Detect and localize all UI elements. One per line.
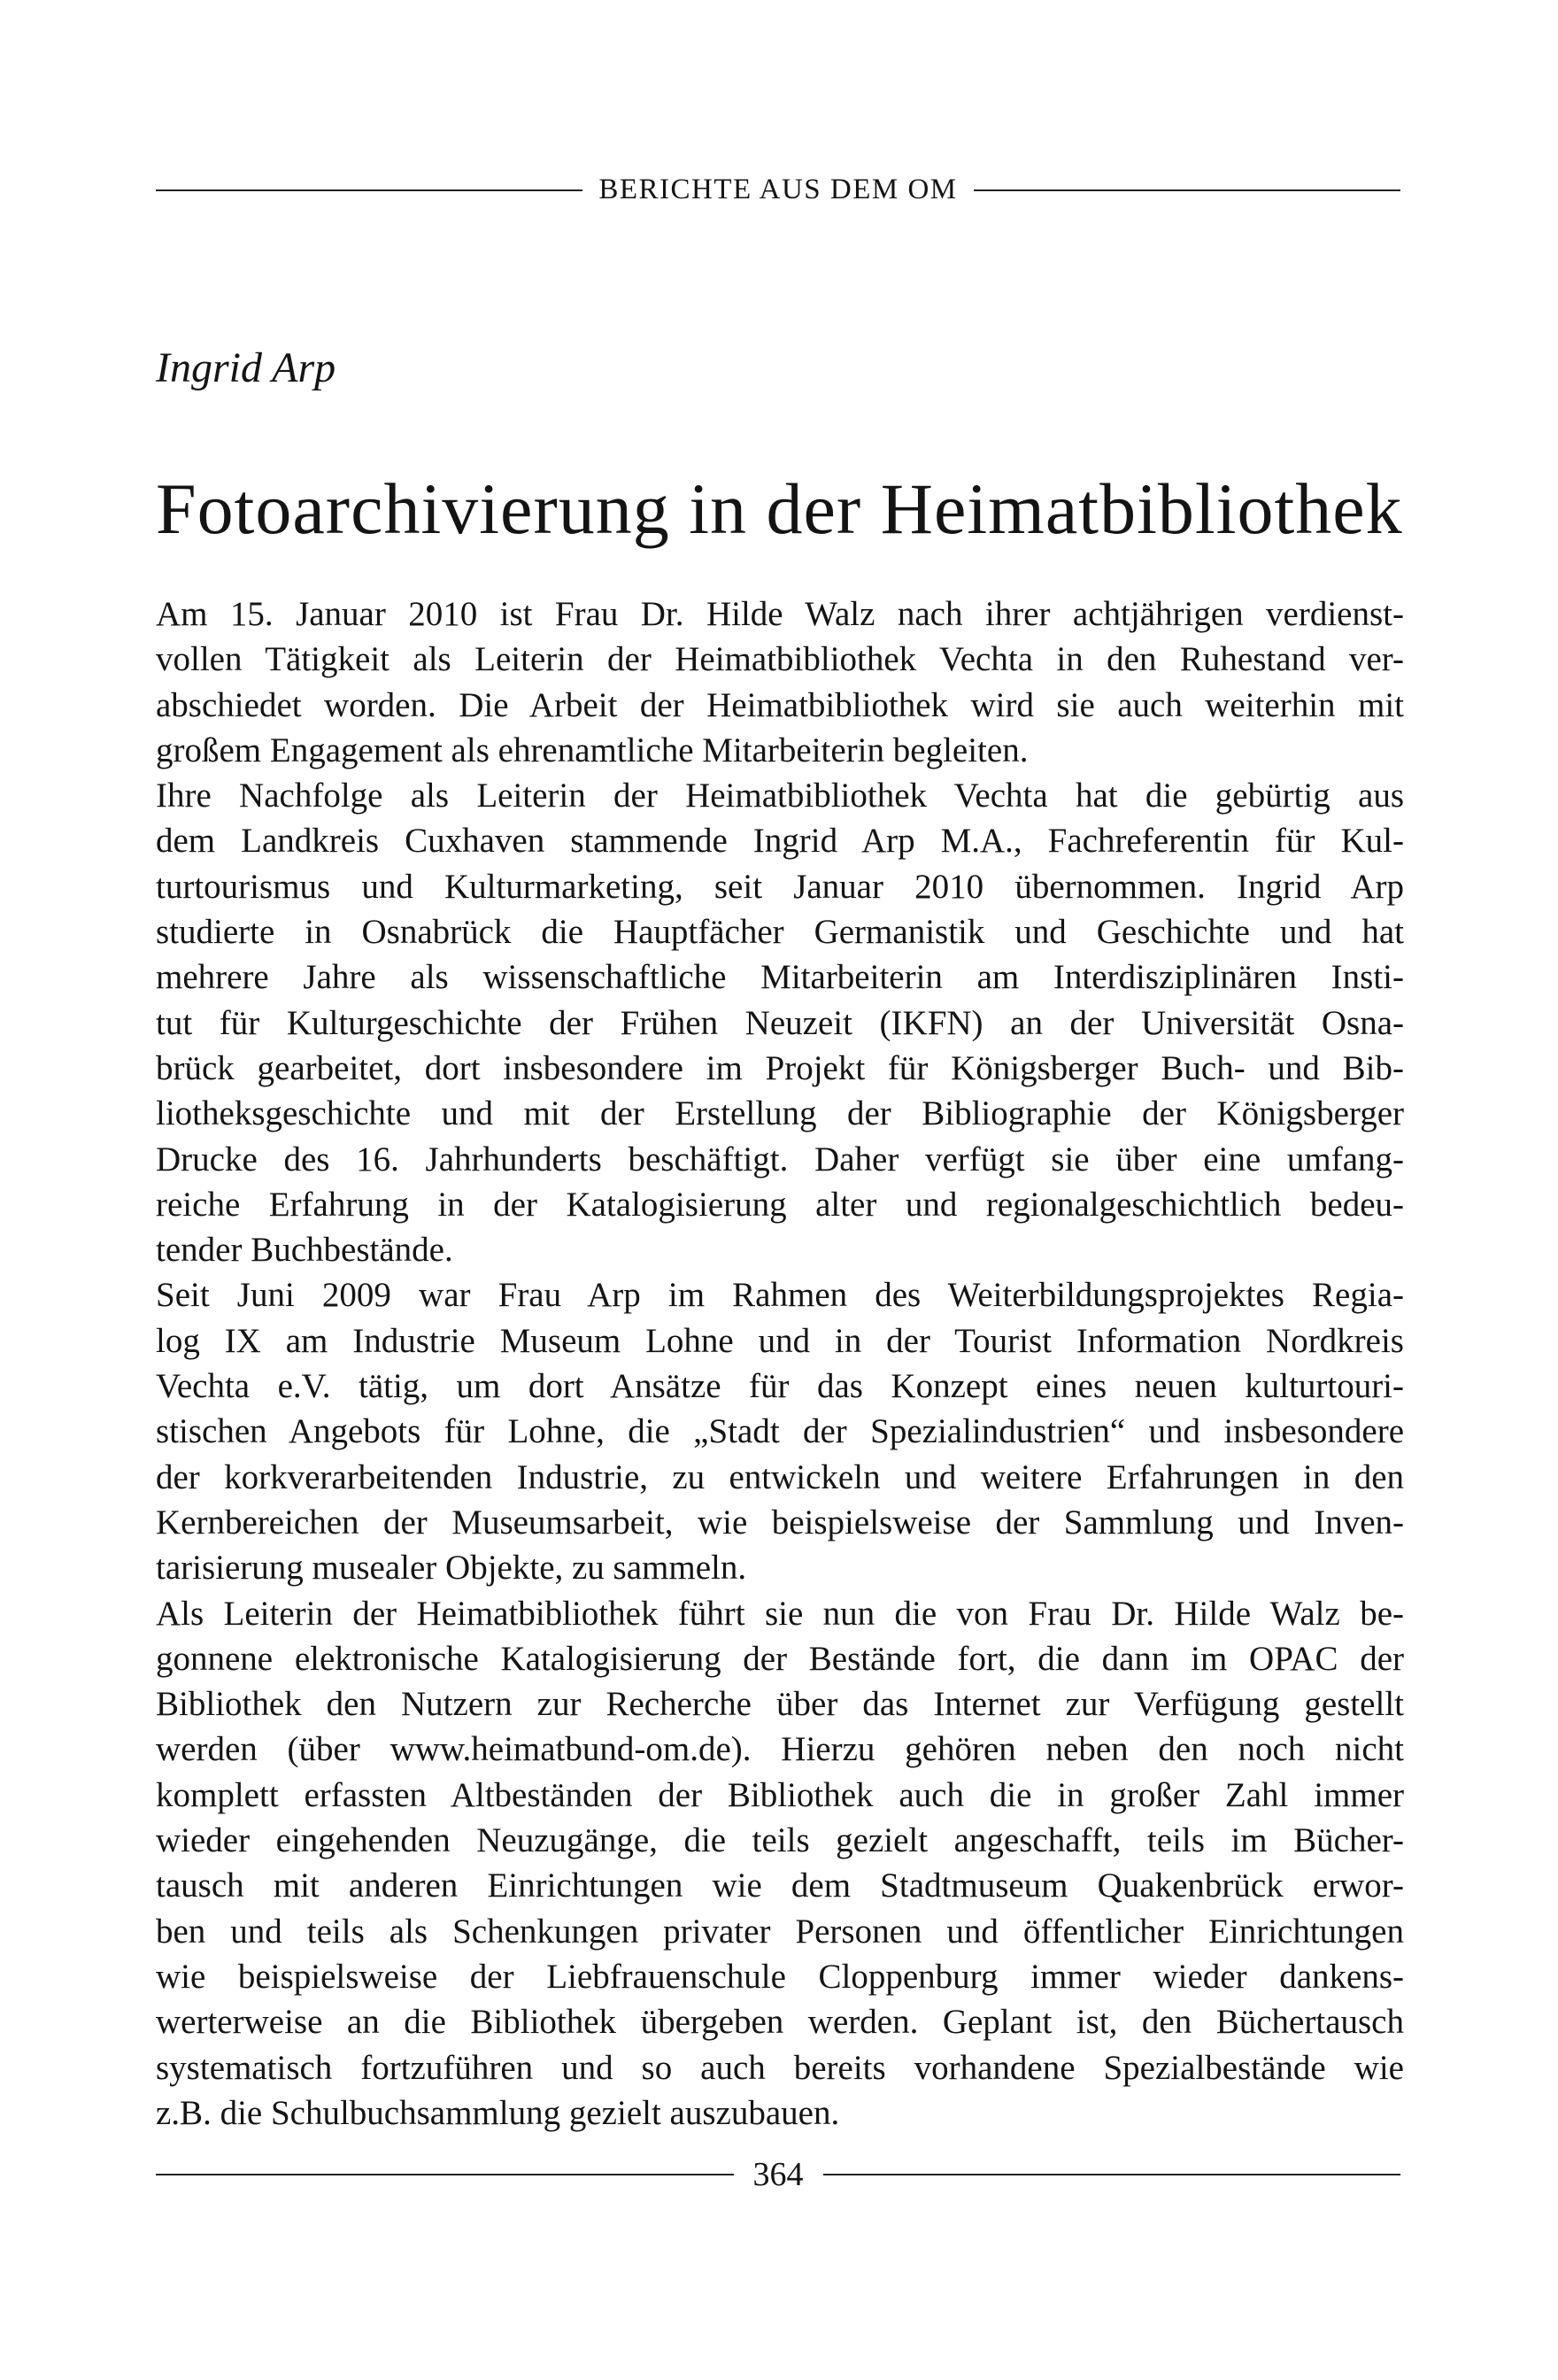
text-line: studierte in Osnabrück die Hauptfächer Germanistik und Geschichte und hat — [156, 913, 1404, 952]
text-line: Ihre Nachfolge als Leiterin der Heimatbibliothek Vechta hat die gebürtig aus — [156, 777, 1404, 815]
text-line: log IX am Industrie Museum Lohne und in der Tourist Information Nordkreis — [156, 1321, 1404, 1360]
text-line: Am 15. Januar 2010 ist Frau Dr. Hilde Walz nach ihrer achtjährigen verdienst- — [156, 595, 1404, 633]
paragraph — [156, 773, 1404, 1272]
text-line: systematisch fortzuführen und so auch bereits vorhandene Spezialbestände wie — [156, 2048, 1404, 2087]
text-line: tender Buchbestände. — [156, 1231, 453, 1270]
article-author: Ingrid Arp — [156, 344, 336, 391]
text-line: Vechta e.V. tätig, um dort Ansätze für das Konzept eines neuen kulturtouri- — [156, 1367, 1404, 1406]
running-header — [156, 174, 1400, 206]
text-line: stischen Angebots für Lohne, die „Stadt der Spezialindustrien“ und insbesondere — [156, 1412, 1404, 1451]
page-number: 364 — [752, 2156, 804, 2193]
text-line: reiche Erfahrung in der Katalogisierung alter und regionalgeschichtlich bedeu- — [156, 1185, 1404, 1224]
section-title: BERICHTE AUS DEM OM — [598, 174, 958, 205]
text-line: gonnene elektronische Katalogisierung der Bestände fort, die dann im OPAC der — [156, 1639, 1404, 1678]
text-line: Drucke des 16. Jahrhunderts beschäftigt. Daher verfügt sie über eine umfang- — [156, 1140, 1404, 1178]
text-line: Als Leiterin der Heimatbibliothek führt sie nun die von Frau Dr. Hilde Walz be- — [156, 1594, 1404, 1633]
text-line: turtourismus und Kulturmarketing, seit Januar 2010 übernommen. Ingrid Arp — [156, 867, 1404, 906]
footer-rule-left — [156, 2174, 734, 2175]
paragraph — [156, 591, 1404, 773]
text-line: vollen Tätigkeit als Leiterin der Heimatbibliothek Vechta in den Ruhestand ver- — [156, 640, 1404, 679]
paragraph — [156, 1272, 1404, 1590]
text-line: tarisierung musealer Objekte, zu sammeln. — [156, 1549, 747, 1588]
article-title: Fotoarchivierung in der Heimatbibliothek — [156, 468, 1403, 549]
footer-rule-right — [823, 2174, 1401, 2175]
text-line: abschiedet worden. Die Arbeit der Heimatbibliothek wird sie auch weiterhin mit — [156, 685, 1404, 724]
header-rule-left — [156, 189, 582, 191]
text-line: liotheksgeschichte und mit der Erstellung der Bibliographie der Königsberger — [156, 1094, 1404, 1133]
article-body — [156, 591, 1404, 2136]
text-line: tausch mit anderen Einrichtungen wie dem Stadtmuseum Quakenbrück erwor- — [156, 1866, 1404, 1905]
text-line: tut für Kulturgeschichte der Frühen Neuzeit (IKFN) an der Universität Osna- — [156, 1003, 1404, 1042]
text-line: werterweise an die Bibliothek übergeben werden. Geplant ist, den Büchertausch — [156, 2003, 1404, 2042]
text-line: Bibliothek den Nutzern zur Recherche über das Internet zur Verfügung gestellt — [156, 1685, 1404, 1724]
text-line: brück gearbeitet, dort insbesondere im Projekt für Königsberger Buch- und Bib- — [156, 1048, 1404, 1087]
text-line: wieder eingehenden Neuzugänge, die teils gezielt angeschafft, teils im Bücher- — [156, 1821, 1404, 1860]
text-line: großem Engagement als ehrenamtliche Mitarbeiterin begleiten. — [156, 730, 1029, 769]
text-line: dem Landkreis Cuxhaven stammende Ingrid Arp M.A., Fachreferentin für Kul- — [156, 822, 1404, 861]
text-line: wie beispielsweise der Liebfrauenschule Cloppenburg immer wieder dankens- — [156, 1957, 1404, 1996]
text-line: Seit Juni 2009 war Frau Arp im Rahmen des Weiterbildungsprojektes Regia- — [156, 1276, 1404, 1315]
header-rule-right — [974, 189, 1400, 191]
text-line: der korkverarbeitenden Industrie, zu entwickeln und weitere Erfahrungen in den — [156, 1457, 1404, 1496]
text-line: z.B. die Schulbuchsammlung gezielt auszubauen. — [156, 2093, 840, 2132]
text-line: ben und teils als Schenkungen privater Personen und öffentlicher Einrichtungen — [156, 1912, 1404, 1951]
text-line: komplett erfassten Altbeständen der Bibliothek auch die in großer Zahl immer — [156, 1775, 1404, 1814]
page-footer — [156, 2155, 1400, 2194]
paragraph — [156, 1591, 1404, 2137]
text-line: mehrere Jahre als wissenschaftliche Mitarbeiterin am Interdisziplinären Insti- — [156, 958, 1404, 997]
text-line: werden (über www.heimatbund-om.de). Hierzu gehören neben den noch nicht — [156, 1730, 1404, 1769]
text-line: Kernbereichen der Museumsarbeit, wie beispielsweise der Sammlung und Inven- — [156, 1503, 1404, 1542]
